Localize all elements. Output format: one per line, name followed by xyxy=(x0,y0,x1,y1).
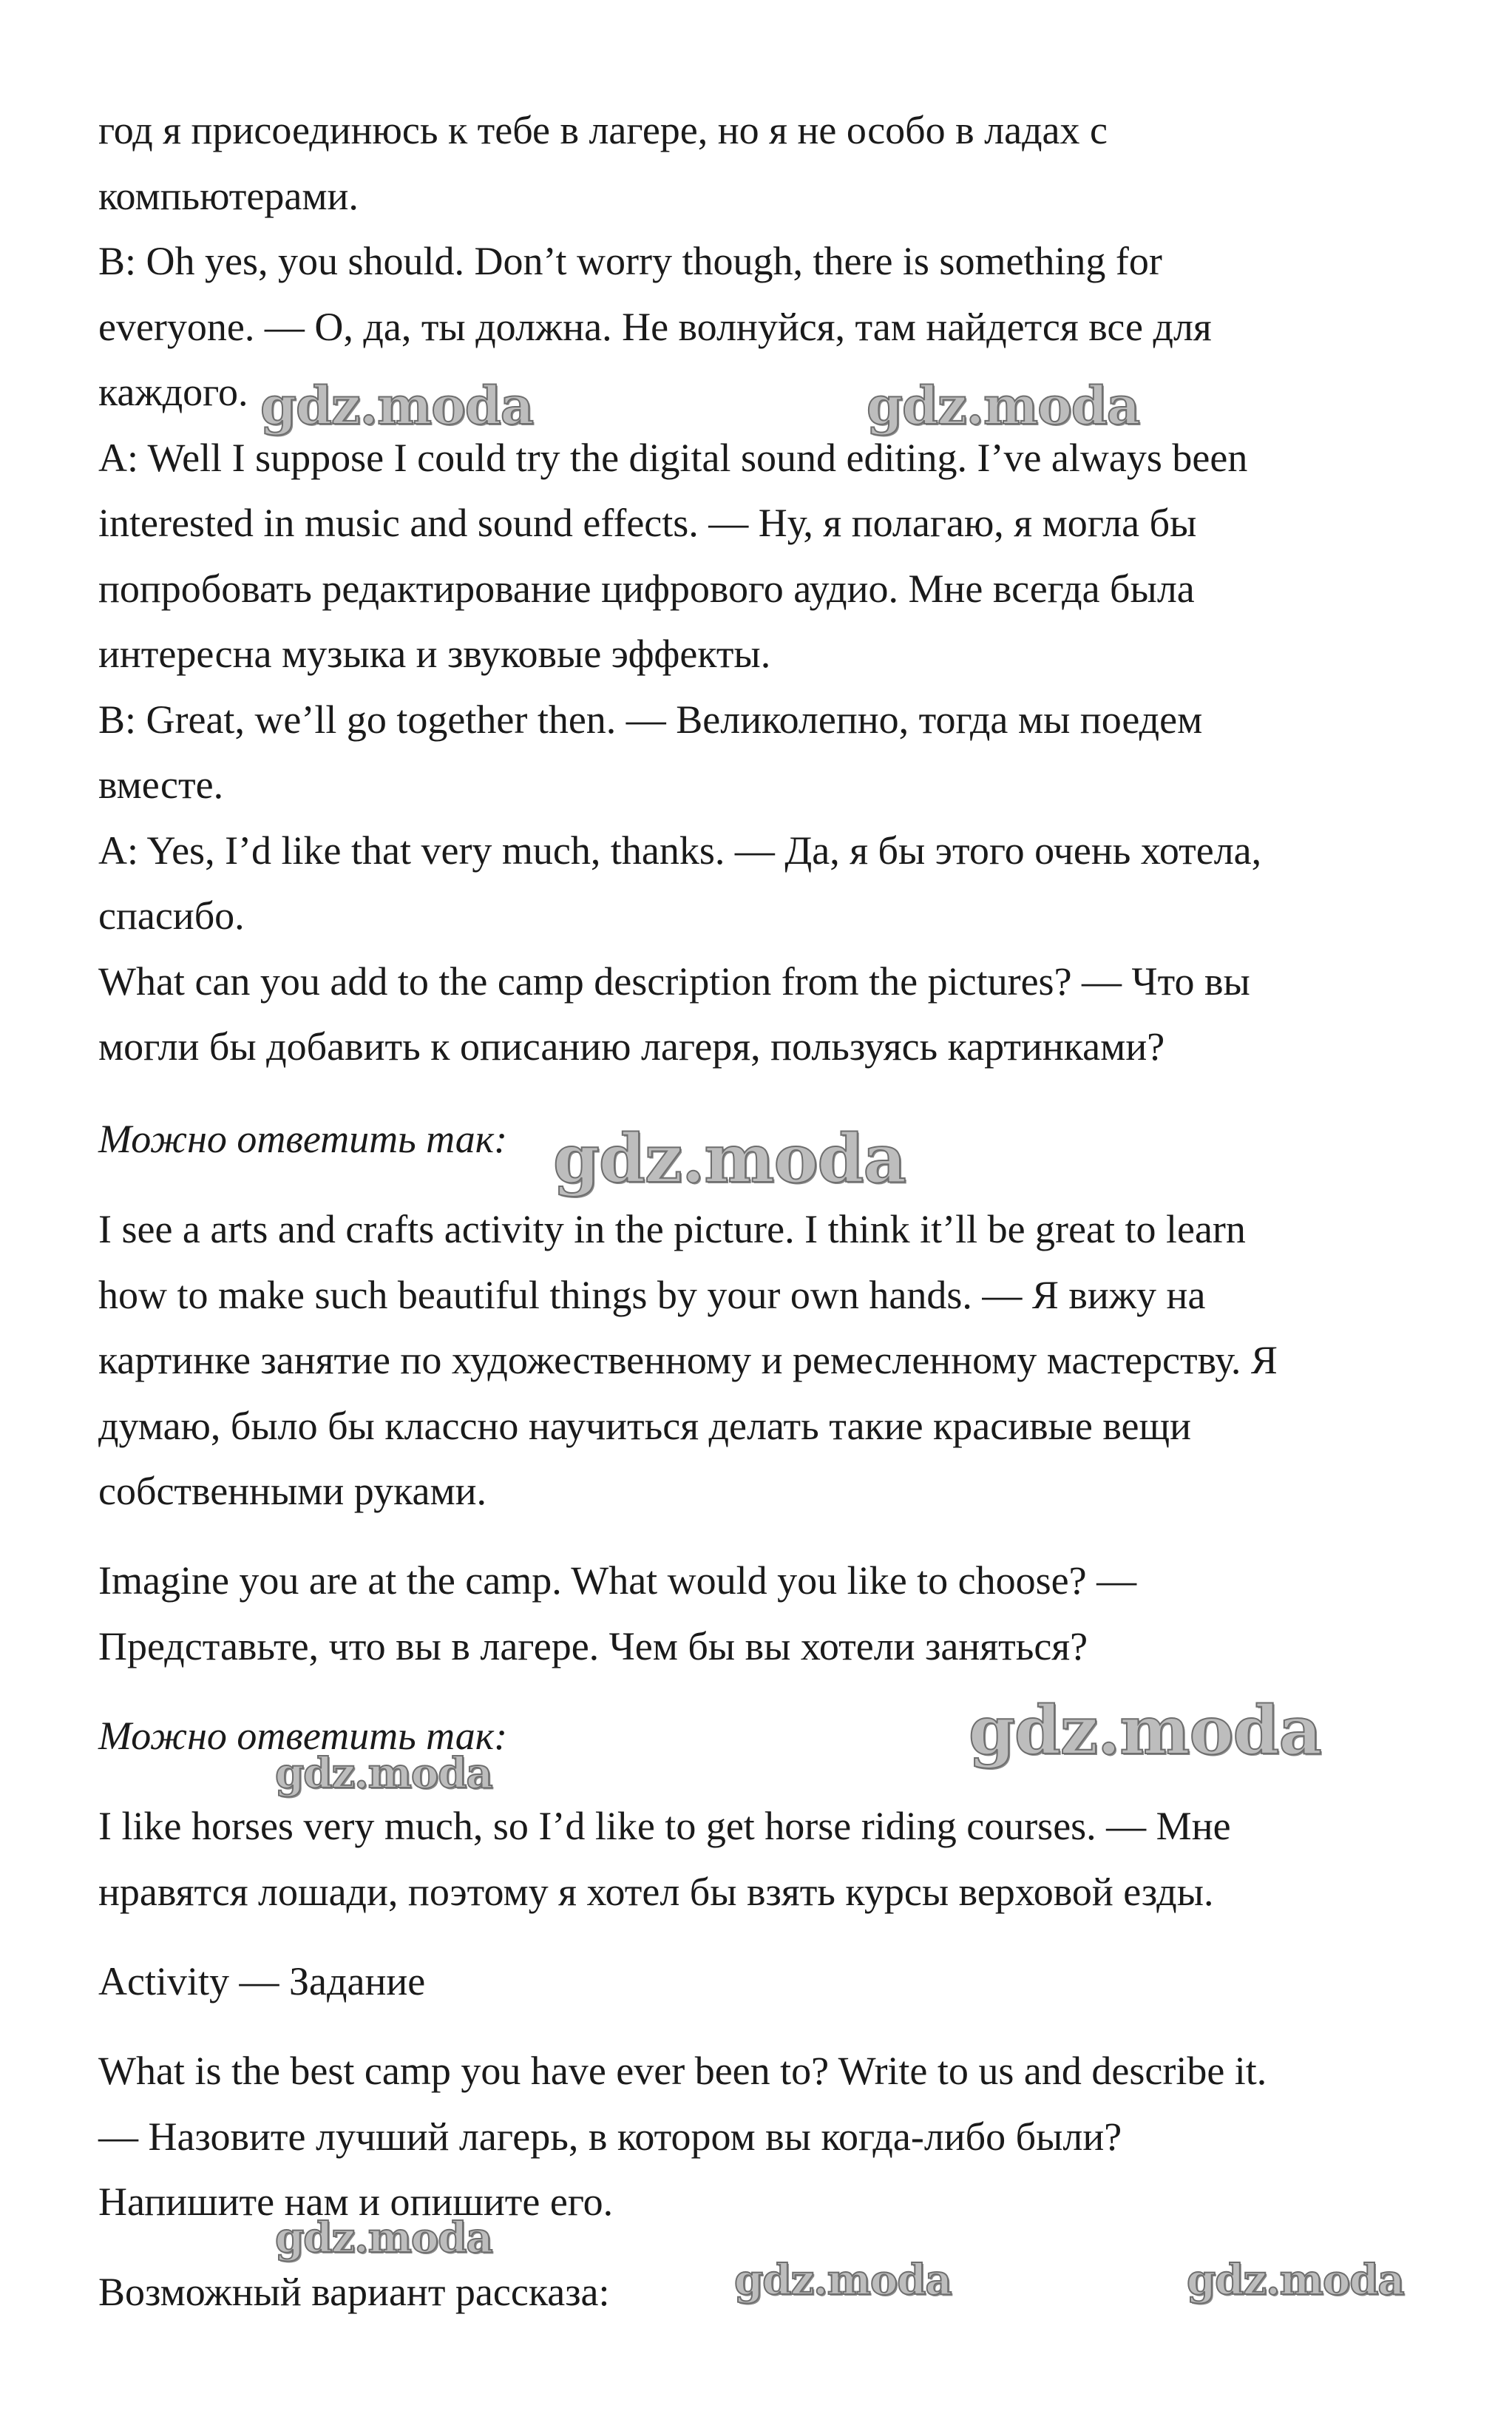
watermark: gdz.moda xyxy=(260,375,534,436)
answer-label: Можно ответить так: xyxy=(98,1714,508,1758)
watermark: gdz.moda xyxy=(275,1749,492,1798)
dialogue-text: год я присоединюсь к тебе в лагере, но я не особо в ладах с компьютерами. B: Oh yes, you should. Don’t worry though, there is something for everyone. — О, да, ты должна. Не волнуйся, там найдется все для каждого. A: Well I suppose I could try the digital sound editing. I’ve always been interested in music and sound effects. — Ну, я полагаю, я могла бы попробовать редактирование цифрового аудио. Мне всегда была интересна музыка и звуковые эффекты. B: Great, we’ll go together then. — Великолепно, тогда мы поедем вместе. A: Yes, I’d like that very much, thanks. — Да, я бы этого очень хотела, спасибо. What can you add to the camp description from the pictures? — Что вы могли бы добавить к описанию лагеря, пользуясь картинками? xyxy=(98,108,1262,1069)
imagine-paragraph: Imagine you are at the camp. What would you like to choose? — Представьте, что вы в лагере. Чем бы вы хотели заняться? xyxy=(98,1558,1137,1668)
watermark: gdz.moda xyxy=(275,2214,492,2262)
watermark: gdz.moda xyxy=(734,2256,952,2304)
activity-heading: Activity — Задание xyxy=(98,1959,426,2003)
horses-paragraph: I like horses very much, so I’d like to get horse riding courses. — Мне нравятся лошади, поэтому я хотел бы взять курсы верховой езды. xyxy=(98,1804,1231,1914)
watermark: gdz.moda xyxy=(553,1120,906,1198)
watermark: gdz.moda xyxy=(1187,2256,1404,2304)
arts-crafts-paragraph: I see a arts and crafts activity in the picture. I think it’ll be great to learn how to make such beautiful things by your own hands. — Я вижу на картинке занятие по художественному и ремесленному мастерству. Я думаю, было бы классно научиться делать такие красивые вещи собственными руками. xyxy=(98,1207,1278,1513)
answer-label: Можно ответить так: xyxy=(98,1117,508,1161)
watermark: gdz.moda xyxy=(969,1691,1321,1770)
story-label: Возможный вариант рассказа: xyxy=(98,2270,610,2314)
watermark: gdz.moda xyxy=(867,375,1140,436)
best-camp-paragraph: What is the best camp you have ever been to? Write to us and describe it. — Назовите лучший лагерь, в котором вы когда-либо были? Напишите нам и опишите его. xyxy=(98,2049,1267,2224)
